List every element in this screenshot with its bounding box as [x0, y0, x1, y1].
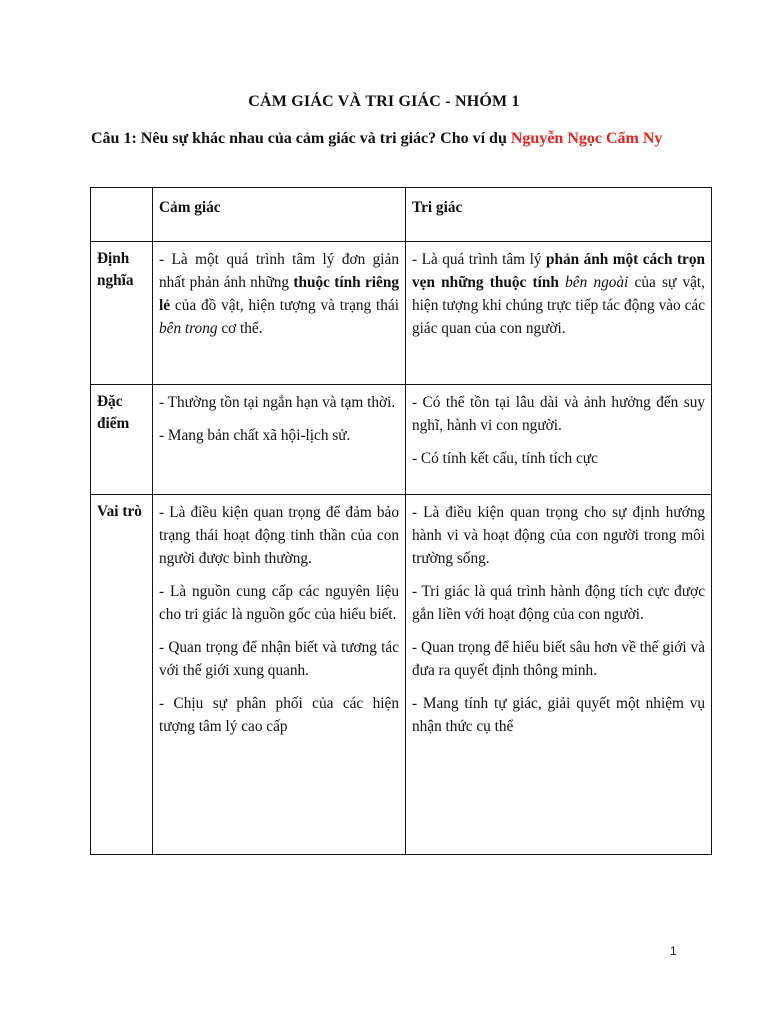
- bold-term: phản ánh một cách trọn vẹn những thuộc tính: [412, 251, 705, 291]
- column-header-cam-giac: Cảm giác: [153, 188, 406, 242]
- paragraph: - Mang tính tự giác, giải quyết một nhiệm vụ nhận thức cụ thể: [412, 695, 705, 735]
- paragraph: - Là nguồn cung cấp các nguyên liệu cho tri giác là nguồn gốc của hiểu biết.: [159, 583, 399, 623]
- corner-cell: [91, 188, 153, 242]
- row-label-dac-diem: Đặc điểm: [91, 385, 153, 495]
- bold-term: thuộc tính riêng lẻ: [159, 274, 399, 314]
- paragraph: - Quan trọng để hiểu biết sâu hơn về thế giới và đưa ra quyết định thông minh.: [412, 639, 705, 679]
- paragraph: - Thường tồn tại ngắn hạn và tạm thời.: [159, 394, 396, 411]
- page-number: 1: [670, 944, 677, 958]
- column-header-tri-giac: Tri giác: [406, 188, 712, 242]
- author-name: Nguyễn Ngọc Cẩm Ny: [510, 130, 663, 147]
- table-row: [91, 242, 712, 385]
- cell-dac-diem-tri-giac: [406, 385, 712, 495]
- paragraph: - Có tính kết cấu, tính tích cực: [412, 450, 598, 467]
- paragraph: - Là điều kiện quan trọng cho sự định hướng hành vi và hoạt động của con người trong môi trường sống.: [412, 504, 705, 567]
- question-line: [91, 123, 691, 154]
- cell-dinh-nghia-cam-giac: [153, 242, 406, 385]
- row-label-dinh-nghia: Định nghĩa: [91, 242, 153, 385]
- text-span: của đồ vật, hiện tượng và trạng thái: [170, 297, 399, 314]
- text-span: cơ thể.: [217, 320, 263, 337]
- text-span: - Là một quá trình tâm lý đơn giản nhất phản ánh những: [159, 251, 399, 291]
- table-row: [91, 495, 712, 855]
- paragraph: - Là điều kiện quan trọng để đảm bảo trạng thái hoạt động tinh thần của con người được bình thường.: [159, 504, 399, 567]
- paragraph: - Có thể tồn tại lâu dài và ảnh hưởng đến suy nghĩ, hành vi con người.: [412, 394, 705, 434]
- paragraph: - Mang bản chất xã hội-lịch sử.: [159, 427, 351, 444]
- question-text: Câu 1: Nêu sự khác nhau của cảm giác và tri giác? Cho ví dụ: [91, 130, 507, 147]
- table-row: [91, 385, 712, 495]
- cell-dinh-nghia-tri-giac: [406, 242, 712, 385]
- cell-vai-tro-tri-giac: [406, 495, 712, 855]
- text-span: của sự vật, hiện tượng khi chúng trực tiếp tác động vào các giác quan của con người.: [412, 274, 705, 337]
- comparison-table: [90, 187, 712, 855]
- cell-dac-diem-cam-giac: [153, 385, 406, 495]
- paragraph: - Chịu sự phân phối của các hiện tượng tâm lý cao cấp: [159, 695, 399, 735]
- italic-term: bên trong: [159, 320, 218, 337]
- cell-vai-tro-cam-giac: [153, 495, 406, 855]
- italic-term: bên ngoài: [565, 274, 629, 291]
- paragraph: - Quan trọng để nhận biết và tương tác với thế giới xung quanh.: [159, 639, 399, 679]
- paragraph: - Tri giác là quá trình hành động tích cực được gắn liền với hoạt động của con người.: [412, 583, 705, 623]
- text-span: - Là quá trình tâm lý: [412, 251, 546, 268]
- row-label-vai-tro: Vai trò: [91, 495, 153, 855]
- document-title: CẢM GIÁC VÀ TRI GIÁC - NHÓM 1: [248, 93, 520, 110]
- table-header-row: [91, 188, 712, 242]
